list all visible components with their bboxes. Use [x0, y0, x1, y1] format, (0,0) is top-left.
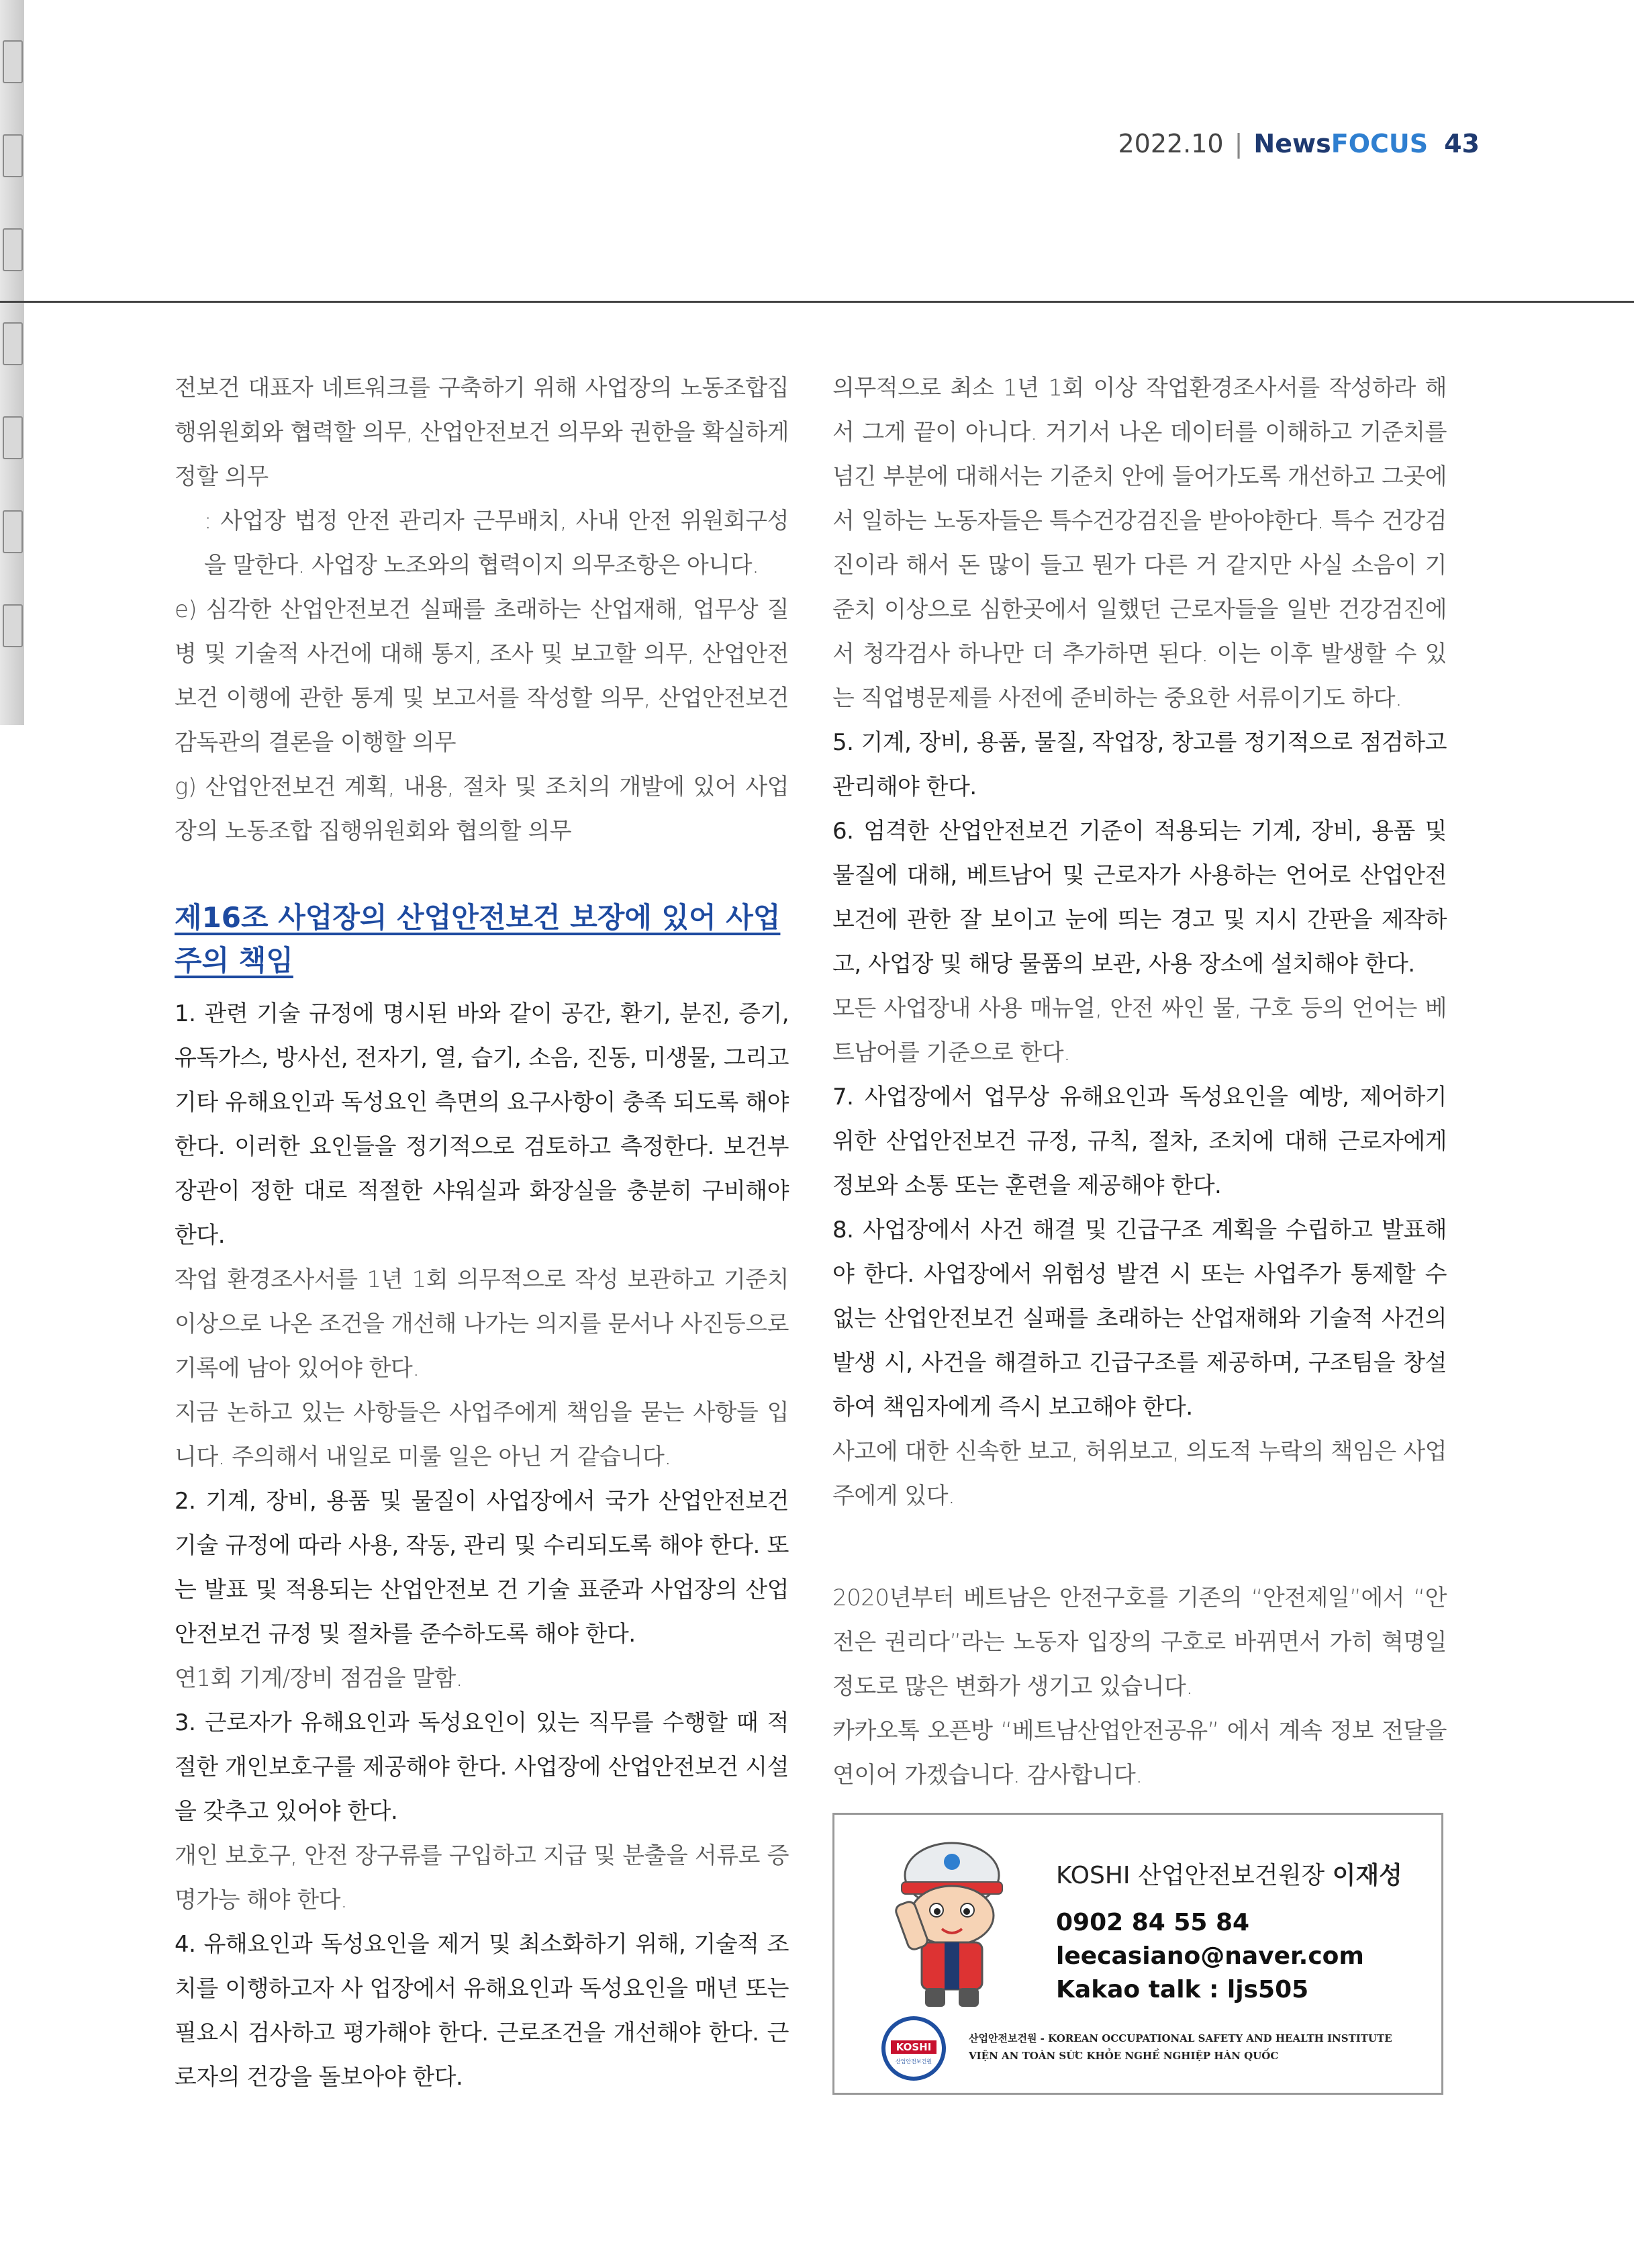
paragraph-gap: [832, 1562, 1447, 1576]
magazine-title-news: News: [1253, 129, 1331, 158]
binding-segment: [3, 134, 23, 177]
institute-line-1: 산업안전보건원 - KOREAN OCCUPATIONAL SAFETY AND HEALTH INSTITUTE: [969, 2032, 1392, 2044]
author-name-line: [1056, 1856, 1402, 1891]
article-item: 의무적으로 최소 1년 1회 이상 작업환경조사서를 작성하라 해서 그게 끝이 아니다. 거기서 나온 데이터를 이해하고 기준치를 넘긴 부분에 대해서는 기준치 안에 들어가도록 개선하고 그곳에서 일하는 노동자들은 특수건강검진을 받아야한다. 특수 건강검진이라 해서 돈 많이 들고 뭔가 다른 거 같지만 사실 소음이 기준치 이상으로 심한곳에서 일했던 근로자들을 일반 건강검진에서 청각검사 하나만 더 추가하면 된다. 이는 이후 발생할 수 있는 직업병문제를 사전에 준비하는 중요한 서류이기도 하다.: [832, 375, 1447, 712]
binding-segment: [3, 510, 23, 553]
left-column: [175, 366, 789, 2099]
author-card: [832, 1813, 1443, 2095]
author-email: leecasiano@naver.com: [1056, 1942, 1364, 1970]
paragraph: e) 심각한 산업안전보건 실패를 초래하는 산업재해, 업무상 질병 및 기술적 사건에 대해 통지, 조사 및 보고할 의무, 산업안전보건 이행에 관한 통계 및 보고서를 작성할 의무, 산업안전보건 감독관의 결론을 이행할 의무: [175, 596, 789, 756]
right-items: [832, 366, 1447, 1518]
logo-text: KOSHI: [896, 2041, 932, 2053]
closing-paragraph: 2020년부터 베트남은 안전구호를 기존의 “안전제일”에서 “안전은 권리다”라는 노동자 입장의 구호로 바뀌면서 가히 혁명일 정도로 많은 변화가 생기고 있습니다.: [832, 1585, 1447, 1700]
paragraph: 전보건 대표자 네트워크를 구축하기 위해 사업장의 노동조합집행위원회와 협력할 의무, 산업안전보건 의무와 권한을 확실하게 정할 의무: [175, 375, 789, 490]
article-item: 6. 엄격한 산업안전보건 기준이 적용되는 기계, 장비, 용품 및 물질에 대해, 베트남어 및 근로자가 사용하는 언어로 산업안전보건에 관한 잘 보이고 눈에 띄는 경고 및 지시 간판을 제작하고, 사업장 및 해당 물품의 보관, 사용 장소에 설치해야 한다.: [832, 818, 1447, 978]
header-separator: |: [1234, 129, 1243, 158]
page-edge-binding: [0, 0, 24, 725]
article-item: 개인 보호구, 안전 장구류를 구입하고 지급 및 분출을 서류로 증명가능 해야 한다.: [175, 1842, 789, 1913]
closing-remarks: [832, 1576, 1447, 1797]
paragraph: : 사업장 법정 안전 관리자 근무배치, 사내 안전 위원회구성을 말한다. 사업장 노조와의 협력이지 의무조항은 아니다.: [204, 508, 789, 579]
issue-date: 2022.10: [1118, 129, 1224, 158]
closing-paragraph: 카카오톡 오픈방 “베트남산업안전공유” 에서 계속 정보 전달을 연이어 가겠습니다. 감사합니다.: [832, 1717, 1447, 1789]
magazine-title-focus: FOCUS: [1331, 129, 1429, 158]
paragraph: g) 산업안전보건 계획, 내용, 절차 및 조치의 개발에 있어 사업장의 노동조합 집행위원회와 협의할 의무: [175, 773, 789, 845]
author-name: 이재성: [1332, 1862, 1402, 1889]
right-column: [832, 366, 1447, 1797]
article-item: 모든 사업장내 사용 매뉴얼, 안전 싸인 물, 구호 등의 언어는 베트남어를 기준으로 한다.: [832, 995, 1447, 1066]
institute-line-2: VIỆN AN TOÀN SỨC KHỎE NGHỀ NGHIỆP HÀN QUỐC: [969, 2050, 1279, 2062]
magazine-title: [1253, 129, 1428, 158]
binding-segment: [3, 228, 23, 271]
koshi-logo-icon: [881, 2016, 946, 2081]
binding-segment: [3, 40, 23, 83]
running-header: [1118, 129, 1480, 158]
article-item: 3. 근로자가 유해요인과 독성요인이 있는 직무를 수행할 때 적절한 개인보호구를 제공해야 한다. 사업장에 산업안전보건 시설을 갖추고 있어야 한다.: [175, 1709, 789, 1825]
article-item: 4. 유해요인과 독성요인을 제거 및 최소화하기 위해, 기술적 조치를 이행하고자 사 업장에서 유해요인과 독성요인을 매년 또는 필요시 검사하고 평가해야 한다. 근로조건을 개선해야 한다. 근로자의 건강을 돌보아야 한다.: [175, 1931, 789, 2091]
author-title: KOSHI 산업안전보건원장: [1056, 1862, 1333, 1889]
header-rule: [0, 301, 1634, 303]
author-kakao: Kakao talk : ljs505: [1056, 1976, 1309, 2003]
binding-segment: [3, 416, 23, 459]
paragraph-gap: [832, 1518, 1447, 1562]
left-continuation: [175, 366, 789, 853]
article-item: 지금 논하고 있는 사항들은 사업주에게 책임을 묻는 사항들 입니다. 주의해서 내일로 미룰 일은 아닌 거 같습니다.: [175, 1399, 789, 1470]
article-item: 연1회 기계/장비 점검을 말함.: [175, 1665, 463, 1692]
binding-segment: [3, 604, 23, 647]
institute-name: [969, 2030, 1392, 2065]
article-item: 8. 사업장에서 사건 해결 및 긴급구조 계획을 수립하고 발표해야 한다. 사업장에서 위험성 발견 시 또는 사업주가 통제할 수 없는 산업안전보건 실패를 초래하는 산업재해와 기술적 사건의 발생 시, 사건을 해결하고 긴급구조를 제공하며, 구조팀을 창설하여 책임자에게 즉시 보고해야 한다.: [832, 1217, 1447, 1421]
article-item: 2. 기계, 장비, 용품 및 물질이 사업장에서 국가 산업안전보건 기술 규정에 따라 사용, 작동, 관리 및 수리되도록 해야 한다. 또는 발표 및 적용되는 산업안전보 건 기술 표준과 사업장의 산업안전보건 규정 및 절차를 준수하도록 해야 한다.: [175, 1488, 789, 1648]
article-item: 작업 환경조사서를 1년 1회 의무적으로 작성 보관하고 기준치 이상으로 나온 조건을 개선해 나가는 의지를 문서나 사진등으로 기록에 남아 있어야 한다.: [175, 1266, 789, 1382]
author-phone: 0902 84 55 84: [1056, 1909, 1250, 1936]
safety-mascot-icon: [875, 1835, 1029, 2010]
article-item: 5. 기계, 장비, 용품, 물질, 작업장, 창고를 정기적으로 점검하고 관리해야 한다.: [832, 729, 1447, 800]
article-item: 1. 관련 기술 규정에 명시된 바와 같이 공간, 환기, 분진, 증기, 유독가스, 방사선, 전자기, 열, 습기, 소음, 진동, 미생물, 그리고 기타 유해요인과 독성요인 측면의 요구사항이 충족 되도록 해야 한다. 이러한 요인들을 정기적으로 검토하고 측정한다. 보건부 장관이 정한 대로 적절한 샤워실과 화장실을 충분히 구비해야 한다.: [175, 1000, 789, 1249]
logo-subtext: 산업안전보건원: [895, 2059, 932, 2065]
article-item: 7. 사업장에서 업무상 유해요인과 독성요인을 예방, 제어하기 위한 산업안전보건 규정, 규칙, 절차, 조치에 대해 근로자에게 정보와 소통 또는 훈련을 제공해야 한다.: [832, 1084, 1447, 1199]
page-number: 43: [1444, 129, 1480, 158]
left-items: [175, 992, 789, 2099]
binding-segment: [3, 322, 23, 365]
article-item: 사고에 대한 신속한 보고, 허위보고, 의도적 누락의 책임은 사업주에게 있다.: [832, 1438, 1447, 1509]
section-heading: 제16조 사업장의 산업안전보건 보장에 있어 사업주의 책임: [175, 901, 781, 977]
